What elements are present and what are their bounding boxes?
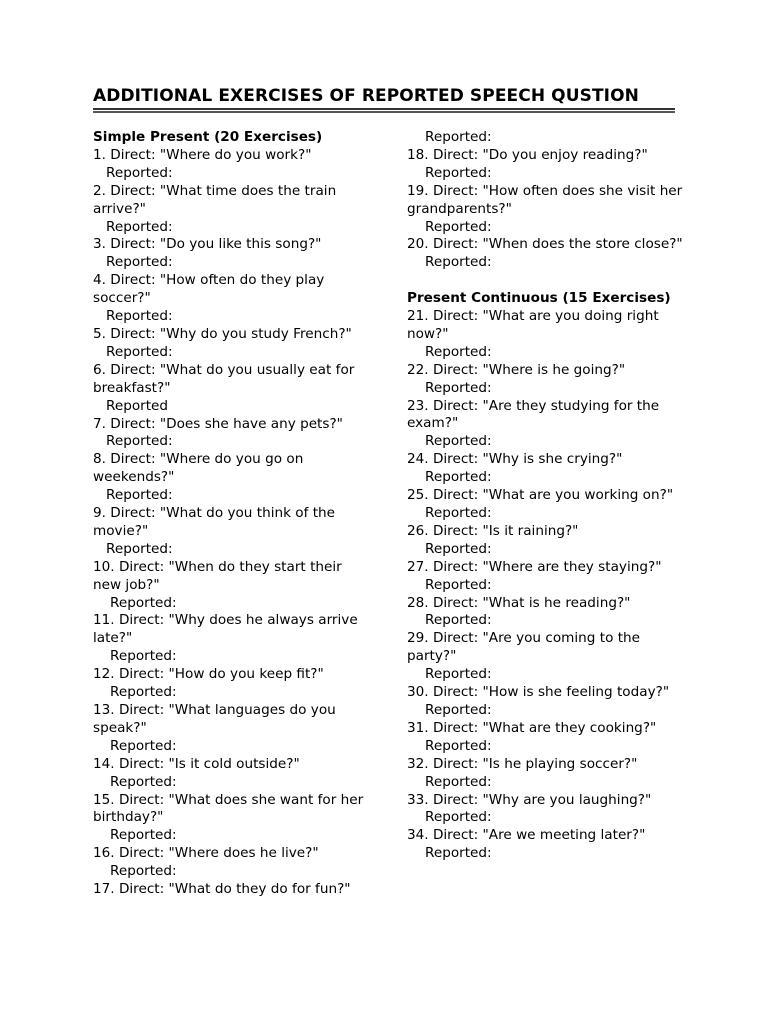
- exercise-reported: Reported:: [425, 666, 492, 683]
- exercise-direct: 17. Direct: "What do they do for fun?": [93, 881, 351, 898]
- exercise-direct: 18. Direct: "Do you enjoy reading?": [407, 146, 648, 163]
- exercise-direct: 34. Direct: "Are we meeting later?": [407, 827, 646, 844]
- exercise-reported: Reported:: [110, 827, 177, 844]
- exercise-direct: 28. Direct: "What is he reading?": [407, 594, 631, 611]
- exercise-direct: 33. Direct: "Why are you laughing?": [407, 791, 652, 808]
- exercise-reported: Reported:: [425, 576, 492, 593]
- section-heading-simple-present: Simple Present (20 Exercises): [93, 129, 323, 145]
- exercise-reported: Reported:: [425, 737, 492, 754]
- exercise-direct: 7. Direct: "Does she have any pets?": [93, 415, 343, 432]
- exercise-reported: Reported:: [106, 164, 173, 181]
- exercise-direct: 3. Direct: "Do you like this song?": [93, 236, 322, 253]
- exercise-direct: 8. Direct: "Where do you go on weekends?": [93, 451, 308, 486]
- right-column: [407, 129, 687, 863]
- exercise-direct: 20. Direct: "When does the store close?": [407, 236, 683, 253]
- exercise-reported: Reported:: [425, 469, 492, 486]
- document-title: ADDITIONAL EXERCISES OF REPORTED SPEECH QUSTION: [93, 86, 639, 106]
- exercise-direct: 5. Direct: "Why do you study French?": [93, 325, 352, 342]
- exercise-direct: 9. Direct: "What do you think of the movie?": [93, 505, 340, 539]
- exercise-direct: 25. Direct: "What are you working on?": [407, 487, 674, 504]
- exercise-direct: 31. Direct: "What are they cooking?": [407, 719, 657, 736]
- exercise-list-right-b: [407, 308, 687, 863]
- exercise-direct: 22. Direct: "Where is he going?": [407, 361, 626, 378]
- exercise-direct: 14. Direct: "Is it cold outside?": [93, 755, 300, 772]
- exercise-direct: 4. Direct: "How often do they play soccer?": [93, 272, 329, 307]
- exercise-direct: 30. Direct: "How is she feeling today?": [407, 684, 670, 701]
- exercise-reported: Reported:: [110, 648, 177, 665]
- exercise-reported: Reported:: [425, 218, 492, 235]
- exercise-direct: 19. Direct: "How often does she visit her grandparents?": [407, 182, 687, 217]
- exercise-direct: 12. Direct: "How do you keep fit?": [93, 666, 324, 683]
- exercise-reported: Reported:: [106, 308, 173, 325]
- exercise-direct: 21. Direct: "What are you doing right now?": [407, 308, 663, 342]
- exercise-reported: Reported:: [106, 343, 173, 360]
- exercise-direct: 11. Direct: "Why does he always arrive late?": [93, 612, 363, 647]
- exercise-reported: Reported:: [110, 594, 177, 611]
- exercise-reported: Reported:: [106, 433, 173, 450]
- left-column: [93, 129, 373, 899]
- exercise-reported: Reported:: [106, 218, 173, 235]
- exercise-reported: Reported:: [425, 845, 492, 862]
- exercise-reported: Reported:: [425, 701, 492, 718]
- exercise-reported: Reported:: [425, 809, 492, 826]
- exercise-list-left: [93, 147, 373, 899]
- exercise-reported: Reported:: [425, 254, 492, 271]
- exercise-reported: Reported:: [425, 433, 492, 450]
- exercise-reported: Reported:: [425, 164, 492, 181]
- exercise-reported: Reported:: [425, 343, 492, 360]
- exercise-reported: Reported:: [106, 254, 173, 271]
- exercise-reported: Reported:: [425, 540, 492, 557]
- exercise-direct: 2. Direct: "What time does the train arrive?": [93, 182, 341, 217]
- exercise-direct: 1. Direct: "Where do you work?": [93, 146, 312, 163]
- exercise-direct: 26. Direct: "Is it raining?": [407, 522, 579, 539]
- exercise-direct: 16. Direct: "Where does he live?": [93, 845, 319, 862]
- reported-line: Reported:: [425, 129, 492, 145]
- exercise-direct: 10. Direct: "When do they start their new job?": [93, 558, 347, 593]
- exercise-direct: 23. Direct: "Are they studying for the exam?": [407, 397, 664, 432]
- exercise-reported: Reported:: [106, 487, 173, 504]
- exercise-direct: 13. Direct: "What languages do you speak?": [93, 702, 341, 736]
- exercise-list-right-a: [407, 147, 687, 272]
- exercise-reported: Reported:: [425, 379, 492, 396]
- title-rule-bottom: [93, 111, 675, 113]
- exercise-reported: Reported: [106, 397, 169, 414]
- exercise-reported: Reported:: [425, 505, 492, 522]
- section-gap: [407, 272, 687, 290]
- exercise-direct: 6. Direct: "What do you usually eat for breakfast?": [93, 361, 359, 396]
- exercise-direct: 15. Direct: "What does she want for her birthday?": [93, 791, 368, 826]
- exercise-reported: Reported:: [110, 773, 177, 790]
- exercise-reported: Reported:: [110, 684, 177, 701]
- exercise-reported: Reported:: [110, 863, 177, 880]
- exercise-direct: 27. Direct: "Where are they staying?": [407, 558, 662, 575]
- exercise-direct: 24. Direct: "Why is she crying?": [407, 451, 623, 468]
- exercise-reported: Reported:: [425, 773, 492, 790]
- exercise-reported: Reported:: [106, 540, 173, 557]
- exercise-reported: Reported:: [425, 612, 492, 629]
- exercise-direct: 32. Direct: "Is he playing soccer?": [407, 755, 638, 772]
- section-heading-present-continuous: Present Continuous (15 Exercises): [407, 290, 671, 307]
- exercise-reported: Reported:: [110, 737, 177, 754]
- title-rule-top: [93, 108, 675, 110]
- exercise-direct: 29. Direct: "Are you coming to the party?": [407, 630, 645, 665]
